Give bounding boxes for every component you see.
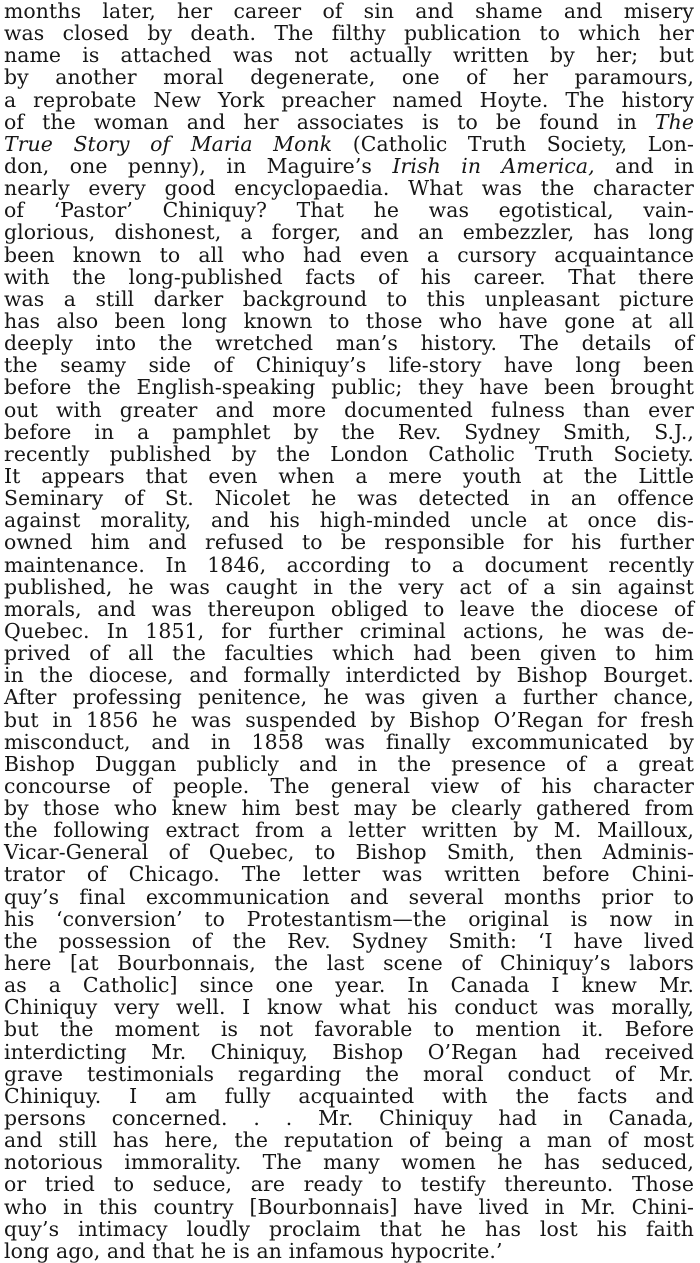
line-text: the possession of the Rev. Sydney Smith: ‘I have lived [4,928,694,953]
italic-title: The [654,109,694,134]
line-text: been known to all who had even a cursory acquaintance [4,242,694,267]
text-line [4,1018,694,1040]
line-text: don, one penny), in Maguire’s [4,153,393,178]
line-text: but the moment is not favorable to mention it. Before [4,1017,694,1042]
text-line [4,111,694,133]
line-text: the following extract from a letter written by M. Mailloux, [4,818,694,843]
line-text: of ‘Pastor’ Chiniquy? That he was egotistical, vain- [4,198,694,223]
line-text: published, he was caught in the very act of a sin against [4,574,694,599]
text-line [4,642,694,664]
line-text: concourse of people. The general view of his character [4,773,694,798]
text-line [4,44,694,66]
line-text: grave testimonials regarding the moral conduct of Mr. [4,1061,694,1086]
text-line [4,133,694,155]
line-text: with the long-published facts of his career. That there [4,264,694,289]
text-line [4,797,694,819]
text-line [4,310,694,332]
text-line [4,908,694,930]
text-line [4,443,694,465]
article-text-column [4,0,694,1262]
text-line [4,1129,694,1151]
line-text: Chiniquy very well. I know what his conduct was morally, [4,995,694,1020]
text-line [4,753,694,775]
line-text: but in 1856 he was suspended by Bishop O’Regan for fresh [4,707,694,732]
text-line [4,576,694,598]
text-line [4,244,694,266]
text-line [4,399,694,421]
text-line [4,221,694,243]
line-text: of the woman and her associates is to be found in [4,109,655,134]
text-line [4,554,694,576]
line-text: After professing penitence, he was given a further chance, [4,685,694,710]
line-text: before in a pamphlet by the Rev. Sydney Smith, S.J., [4,419,694,444]
text-line [4,709,694,731]
line-text: quy’s intimacy loudly proclaim that he has lost his faith [4,1216,694,1241]
text-line [4,841,694,863]
line-text: who in this country [Bourbonnais] have lived in Mr. Chini- [4,1194,694,1219]
text-line [4,22,694,44]
line-text: Vicar-General of Quebec, to Bishop Smith, then Adminis- [4,840,694,865]
text-line [4,354,694,376]
line-text: morals, and was thereupon obliged to leave the diocese of [4,596,694,621]
text-line [4,531,694,553]
line-text: glorious, dishonest, a forger, and an embezzler, has long [4,220,694,245]
line-text: was a still darker background to this unpleasant picture [4,286,694,311]
line-text: here [at Bourbonnais, the last scene of Chiniquy’s labors [4,951,694,976]
text-line [4,886,694,908]
line-text: his ‘conversion’ to Protestantism—the original is now in [4,906,694,931]
text-line [4,1107,694,1129]
text-line [4,863,694,885]
text-line [4,1085,694,1107]
text-line [4,266,694,288]
line-text: long ago, and that he is an infamous hypocrite.’ [4,1238,503,1263]
line-text: prived of all the faculties which had been given to him [4,641,694,666]
text-line [4,620,694,642]
line-text: notorious immorality. The many women he has seduced, [4,1150,694,1175]
line-text: in the diocese, and formally interdicted by Bishop Bourget. [4,663,694,688]
line-text: recently published by the London Catholic Truth Society. [4,441,694,466]
line-text: and in [594,153,694,178]
line-text: against morality, and his high-minded uncle at once dis- [4,508,694,533]
text-line [4,1196,694,1218]
text-line [4,465,694,487]
line-text: months later, her career of sin and shame and misery [4,0,694,23]
italic-title: Irish in America, [392,153,595,178]
line-text: It appears that even when a mere youth at the Little [4,463,694,488]
line-text: maintenance. In 1846, according to a document recently [4,552,694,577]
text-line [4,1240,694,1262]
text-line [4,155,694,177]
line-text: by another moral degenerate, one of her paramours, [4,65,694,90]
text-line [4,89,694,111]
text-line [4,819,694,841]
line-text: persons concerned. . . Mr. Chiniquy had in Canada, [4,1106,694,1131]
text-line [4,664,694,686]
text-line [4,1173,694,1195]
text-line [4,376,694,398]
line-text: before the English-speaking public; they have been brought [4,375,694,400]
line-text: as a Catholic] since one year. In Canada I knew Mr. [4,973,694,998]
text-line [4,686,694,708]
text-line [4,930,694,952]
line-text: by those who knew him best may be clearly gathered from [4,796,694,821]
text-line [4,996,694,1018]
text-line [4,0,694,22]
line-text: or tried to seduce, are ready to testify thereunto. Those [4,1172,694,1197]
text-line [4,731,694,753]
text-line [4,1041,694,1063]
line-text: (Catholic Truth Society, Lon- [332,131,694,156]
text-line [4,775,694,797]
text-line [4,952,694,974]
line-text: Chiniquy. I am fully acquainted with the facts and [4,1083,694,1108]
line-text: name is attached was not actually written by her; but [4,43,694,68]
line-text: nearly every good encyclopaedia. What was the character [4,176,694,201]
line-text: the seamy side of Chiniquy’s life-story have long been [4,353,694,378]
text-line [4,421,694,443]
line-text: misconduct, and in 1858 was finally excommunicated by [4,729,694,754]
line-text: quy’s final excommunication and several months prior to [4,884,694,909]
text-line [4,177,694,199]
italic-title: True Story of Maria Monk [4,131,333,156]
text-line [4,1218,694,1240]
text-line [4,509,694,531]
line-text: Bishop Duggan publicly and in the presence of a great [4,751,694,776]
line-text: out with greater and more documented fulness than ever [4,397,694,422]
line-text: owned him and refused to be responsible for his further [4,530,694,555]
text-line [4,1063,694,1085]
line-text: and still has here, the reputation of being a man of most [4,1128,694,1153]
text-line [4,199,694,221]
line-text: deeply into the wretched man’s history. The details of [4,331,694,356]
line-text: was closed by death. The filthy publication to which her [4,21,694,46]
text-line [4,66,694,88]
text-line [4,1151,694,1173]
line-text: has also been long known to those who have gone at all [4,308,694,333]
line-text: Seminary of St. Nicolet he was detected in an offence [4,486,694,511]
text-line [4,974,694,996]
line-text: a reprobate New York preacher named Hoyte. The history [4,87,694,112]
text-line [4,288,694,310]
text-line [4,332,694,354]
line-text: Quebec. In 1851, for further criminal actions, he was de- [4,618,694,643]
text-line [4,598,694,620]
text-line [4,487,694,509]
line-text: interdicting Mr. Chiniquy, Bishop O’Regan had received [4,1039,694,1064]
line-text: trator of Chicago. The letter was written before Chini- [4,862,694,887]
